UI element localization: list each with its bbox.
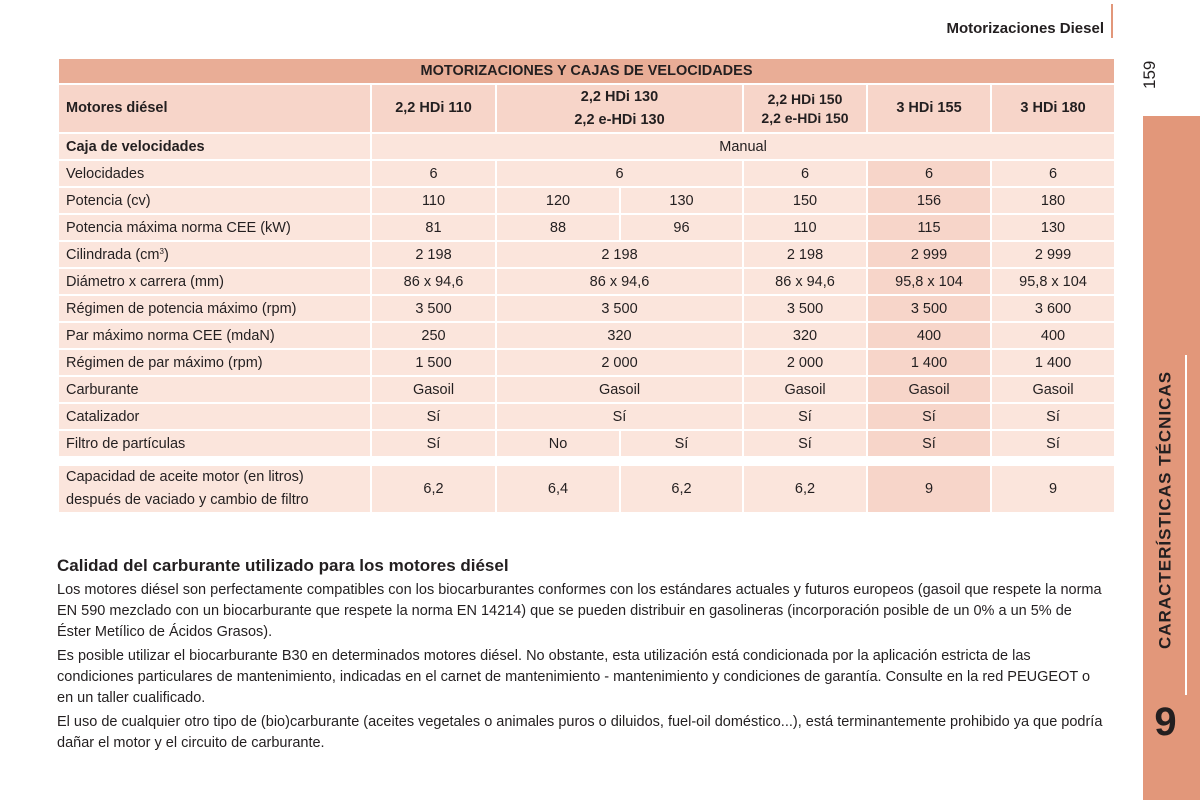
engine-hdi155: 3 HDi 155 <box>867 84 991 133</box>
paragraph: El uso de cualquier otro tipo de (bio)carburante (aceites vegetales o animales puros o diluidos, fuel-oil doméstico...), está terminantemente prohibido ya que podría dañar el motor y el circuito de carburante. <box>57 714 1103 751</box>
table-row <box>58 349 1115 376</box>
row-label: Potencia máxima norma CEE (kW) <box>58 214 371 241</box>
header-divider <box>1111 4 1113 38</box>
table-cell: 130 <box>620 187 743 214</box>
engine-hdi130: 2,2 HDi 130 2,2 e-HDi 130 <box>496 84 743 133</box>
table-cell: 400 <box>991 322 1115 349</box>
table-cell: 9 <box>867 465 991 513</box>
row-label: Cilindrada $(cm^3)$ <box>58 241 371 268</box>
row-label: Par máximo norma CEE (mdaN) <box>58 322 371 349</box>
table-cell: 6,4 <box>496 465 620 513</box>
table-cell: 95,8 x 104 <box>867 268 991 295</box>
table-cell: 2 000 <box>496 349 743 376</box>
table-cell: 320 <box>496 322 743 349</box>
table-cell: Sí <box>991 430 1115 457</box>
row-label: Régimen de par máximo (rpm) <box>58 349 371 376</box>
table-cell: 81 <box>371 214 496 241</box>
section-title: Motorizaciones Diesel <box>946 20 1104 37</box>
table-cell: 6,2 <box>371 465 496 513</box>
table-cell: 1 500 <box>371 349 496 376</box>
table-cell: 2 999 <box>867 241 991 268</box>
table-cell: 3 500 <box>743 295 867 322</box>
table-cell: 3 500 <box>371 295 496 322</box>
row-label: Potencia (cv) <box>58 187 371 214</box>
table-cell: 2 000 <box>743 349 867 376</box>
table-row <box>58 403 1115 430</box>
paragraph: Los motores diésel son perfectamente compatibles con los biocarburantes conformes con los estándares actuales y futuros europeos (gasoil que respete la norma EN 590 mezclado con un biocarburante que respete la norma EN 14214) que se pueden distribuir en gasolineras (incorporación posible de un 0% a un 5% de Éster Metílico de Ácidos Grasos). <box>57 582 1102 640</box>
row-label: Caja de velocidades <box>58 133 371 160</box>
table-cell: 115 <box>867 214 991 241</box>
table-cell: Gasoil <box>496 376 743 403</box>
table-row <box>58 465 1115 513</box>
table-cell: Sí <box>743 430 867 457</box>
table-cell: 6 <box>743 160 867 187</box>
table-cell: Gasoil <box>991 376 1115 403</box>
paragraph: Es posible utilizar el biocarburante B30 en determinados motores diésel. No obstante, esta utilización está condicionada por la aplicación estricta de las condiciones particulares de mantenimiento, indicadas en el carnet de mantenimiento - mantenimiento y condiciones de garantía. Consulte en la red PEUGEOT o en un taller cualificado. <box>57 648 1091 706</box>
table-cell: 3 500 <box>867 295 991 322</box>
table-cell: 86 x 94,6 <box>496 268 743 295</box>
table-row <box>58 295 1115 322</box>
table-cell: 86 x 94,6 <box>743 268 867 295</box>
chapter-title: CARACTERÍSTICAS TÉCNICAS <box>1155 370 1175 650</box>
table-cell: 130 <box>991 214 1115 241</box>
engine-hdi150: 2,2 HDi 150 2,2 e-HDi 150 <box>743 84 867 133</box>
table-cell: 88 <box>496 214 620 241</box>
table-cell: 250 <box>371 322 496 349</box>
table-cell: 156 <box>867 187 991 214</box>
table-row <box>58 430 1115 457</box>
table-spacer <box>58 457 1115 465</box>
gearbox-value: Manual <box>371 133 1115 160</box>
row-label: Velocidades <box>58 160 371 187</box>
table-cell: 2 999 <box>991 241 1115 268</box>
table-cell: 1 400 <box>867 349 991 376</box>
table-cell: Sí <box>620 430 743 457</box>
table-row <box>58 160 1115 187</box>
row-label: Diámetro x carrera (mm) <box>58 268 371 295</box>
table-title-row <box>58 58 1115 84</box>
table-cell: 6,2 <box>743 465 867 513</box>
table-cell: 95,8 x 104 <box>991 268 1115 295</box>
fuel-quality-heading: Calidad del carburante utilizado para los motores diésel <box>57 556 509 575</box>
table-cell: No <box>496 430 620 457</box>
table-row <box>58 376 1115 403</box>
table-cell: 2 198 <box>743 241 867 268</box>
engine-header-row <box>58 84 1115 133</box>
table-cell: 6 <box>496 160 743 187</box>
table-cell: 110 <box>743 214 867 241</box>
table-cell: 400 <box>867 322 991 349</box>
table-cell: 6 <box>867 160 991 187</box>
row-label: Filtro de partículas <box>58 430 371 457</box>
table-cell: 3 600 <box>991 295 1115 322</box>
fuel-quality-text <box>57 580 1107 757</box>
table-cell: Sí <box>371 430 496 457</box>
table-cell: Sí <box>743 403 867 430</box>
table-cell: 180 <box>991 187 1115 214</box>
row-label: Carburante <box>58 376 371 403</box>
table-cell: Sí <box>371 403 496 430</box>
table-cell: 6 <box>991 160 1115 187</box>
table-row <box>58 214 1115 241</box>
table-row <box>58 322 1115 349</box>
table-cell: 120 <box>496 187 620 214</box>
chapter-divider <box>1185 355 1187 695</box>
table-cell: Sí <box>867 430 991 457</box>
engine-label: Motores diésel <box>58 84 371 133</box>
engine-hdi110: 2,2 HDi 110 <box>371 84 496 133</box>
table-cell: 110 <box>371 187 496 214</box>
table-cell: 9 <box>991 465 1115 513</box>
row-label: Catalizador <box>58 403 371 430</box>
table-row <box>58 268 1115 295</box>
table-cell: 3 500 <box>496 295 743 322</box>
row-label: Régimen de potencia máximo (rpm) <box>58 295 371 322</box>
table-cell: Sí <box>496 403 743 430</box>
table-cell: 1 400 <box>991 349 1115 376</box>
table-cell: 6,2 <box>620 465 743 513</box>
table-cell: 6 <box>371 160 496 187</box>
table-cell: 2 198 <box>371 241 496 268</box>
table-cell: Gasoil <box>867 376 991 403</box>
engine-spec-table <box>57 57 1116 514</box>
gearbox-row <box>58 133 1115 160</box>
table-cell: Gasoil <box>743 376 867 403</box>
table-row <box>58 241 1115 268</box>
table-cell: Gasoil <box>371 376 496 403</box>
table-cell: 150 <box>743 187 867 214</box>
table-cell: Sí <box>991 403 1115 430</box>
table-cell: 96 <box>620 214 743 241</box>
chapter-number: 9 <box>1154 700 1177 744</box>
row-label: Capacidad de aceite motor (en litros) después de vaciado y cambio de filtro <box>58 465 371 513</box>
table-title: MOTORIZACIONES Y CAJAS DE VELOCIDADES <box>58 58 1115 84</box>
table-cell: Sí <box>867 403 991 430</box>
table-row <box>58 187 1115 214</box>
table-cell: 2 198 <box>496 241 743 268</box>
engine-hdi180: 3 HDi 180 <box>991 84 1115 133</box>
table-cell: 86 x 94,6 <box>371 268 496 295</box>
page-number: 159 <box>1140 60 1159 90</box>
table-cell: 320 <box>743 322 867 349</box>
